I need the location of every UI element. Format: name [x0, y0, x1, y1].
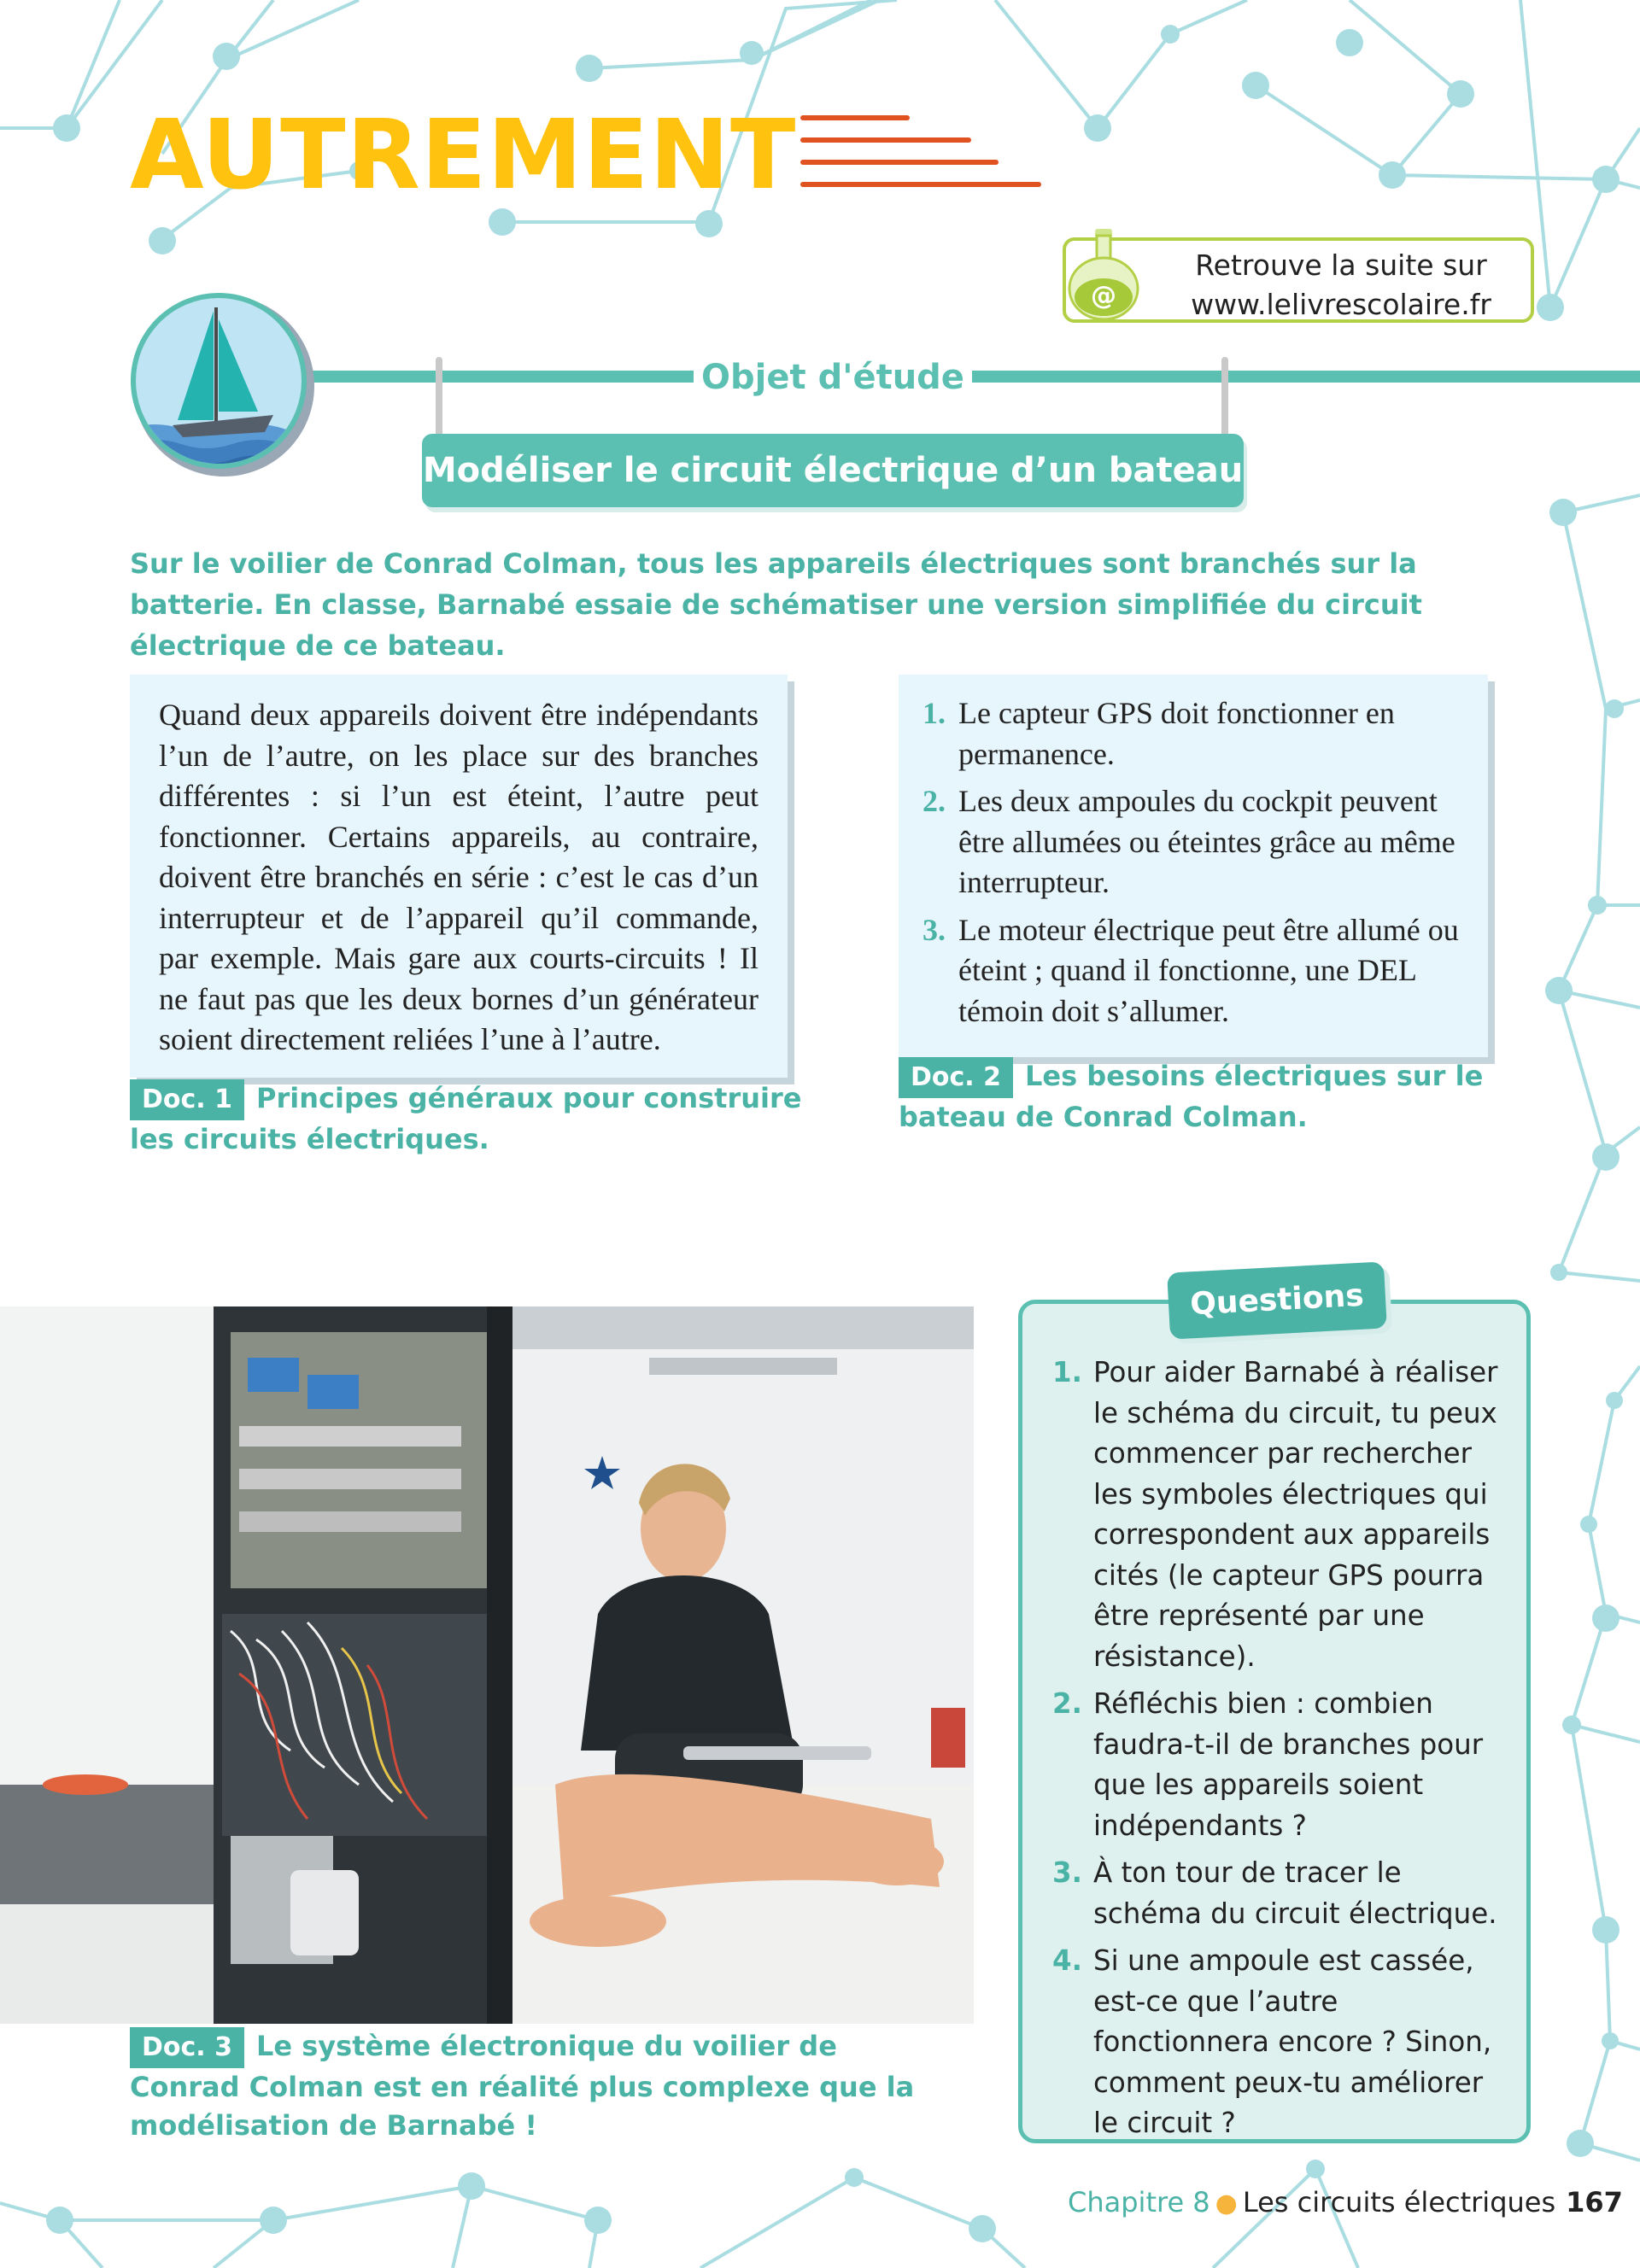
- doc1-caption: [130, 1079, 805, 1159]
- doc2-item-text: Le capteur GPS doit fonctionner en permanence.: [958, 696, 1395, 771]
- header-bar-right: [972, 371, 1640, 383]
- doc2-box: [899, 675, 1488, 1057]
- question-number: 2.: [1052, 1687, 1082, 1720]
- questions-tab: [1167, 1261, 1387, 1339]
- question-number: 1.: [1052, 1356, 1082, 1388]
- website-text[interactable]: [1162, 246, 1520, 324]
- flask-web-icon: [1061, 222, 1146, 324]
- footer-dot-icon: ●: [1215, 2189, 1238, 2218]
- question-text: Pour aider Barnabé à réaliser le schéma du circuit, tu peux commencer par rechercher les symboles électriques qui correspondent aux appareils cités (le capteur GPS pourra être représenté par une résistance).: [1093, 1356, 1498, 1673]
- footer-chapter: Chapitre 8: [1068, 2186, 1210, 2218]
- question-number: 4.: [1052, 1944, 1082, 1977]
- doc1-tag: Doc. 1: [130, 1079, 244, 1120]
- doc2-item-number: 1.: [922, 696, 946, 730]
- svg-text:@: @: [1091, 281, 1116, 311]
- title-decoration-lines: [798, 109, 1046, 195]
- doc2-item-number: 3.: [922, 912, 946, 947]
- doc3-caption: [130, 2027, 950, 2145]
- doc2-caption-text: Les besoins électriques sur le bateau de Conrad Colman.: [899, 1060, 1484, 1133]
- doc2-item-text: Les deux ampoules du cockpit peuvent être allumées ou éteintes grâce au même interrupteur.: [958, 784, 1456, 899]
- page-number: 167: [1566, 2186, 1623, 2218]
- question-item: [1052, 1353, 1510, 1677]
- doc2-caption: [899, 1057, 1514, 1137]
- study-subject-text: Modéliser le circuit électrique d’un bateau: [422, 451, 1244, 490]
- website-line-1: Retrouve la suite sur: [1195, 248, 1487, 282]
- questions-title: Questions: [1189, 1277, 1365, 1323]
- doc3-photo-sailor-electronics: [0, 1306, 974, 2024]
- footer-chapter-title: Les circuits électriques: [1242, 2186, 1556, 2218]
- website-url[interactable]: www.lelivrescolaire.fr: [1191, 288, 1491, 321]
- doc2-item-text: Le moteur électrique peut être allumé ou éteint ; quand il fonctionne, une DEL témoin doit s’allumer.: [958, 912, 1459, 1028]
- doc2-tag: Doc. 2: [899, 1057, 1013, 1098]
- doc1-box: [130, 675, 788, 1078]
- doc2-list-item: [922, 781, 1464, 903]
- question-text: Réfléchis bien : combien faudra-t-il de branches pour que les appareils soient indépendants ?: [1093, 1687, 1484, 1842]
- doc2-list-item: [922, 693, 1464, 775]
- question-text: À ton tour de tracer le schéma du circuit électrique.: [1093, 1856, 1497, 1930]
- page-footer: [1068, 2183, 1623, 2224]
- question-item: [1052, 1853, 1510, 1934]
- website-link-box[interactable]: [1063, 237, 1534, 323]
- header-bar-left: [308, 371, 694, 383]
- study-subject-banner: [422, 434, 1244, 507]
- sailboat-icon: [130, 292, 318, 480]
- doc1-caption-text: Principes généraux pour construire les circuits électriques.: [130, 1082, 802, 1155]
- questions-list: [1052, 1353, 1510, 2151]
- doc3-tag: Doc. 3: [130, 2027, 244, 2068]
- doc1-text: Quand deux appareils doivent être indépendants l’un de l’autre, on les place sur des branches différentes : si l’un est éteint, l’autre peut fonctionner. Certains appareils, au contraire, doivent être branchés en série : c’est le cas d’un interrupteur et de l’appareil qu’il commande, par exemple. Mais gare aux courts-circuits ! Il ne faut pas que les deux bornes d’un générateur soient directement reliées l’une à l’autre.: [159, 698, 758, 1056]
- question-item: [1052, 1941, 1510, 2144]
- doc2-item-number: 2.: [922, 784, 946, 818]
- page-title: AUTREMENT: [130, 100, 797, 211]
- question-text: Si une ampoule est cassée, est-ce que l’autre fonctionnera encore ? Sinon, comment peux-tu améliorer le circuit ?: [1093, 1944, 1492, 2139]
- intro-text: Sur le voilier de Conrad Colman, tous les appareils électriques sont branchés sur la batterie. En classe, Barnabé essaie de schématiser une version simplifiée du circuit électrique de ce bateau.: [130, 547, 1422, 662]
- study-object-label: Objet d'étude: [701, 358, 964, 397]
- question-number: 3.: [1052, 1856, 1082, 1889]
- doc3-caption-text: Le système électronique du voilier de Conrad Colman est en réalité plus complexe que la modélisation de Barnabé !: [130, 2030, 915, 2142]
- doc2-list-item: [922, 910, 1464, 1032]
- question-item: [1052, 1684, 1510, 1846]
